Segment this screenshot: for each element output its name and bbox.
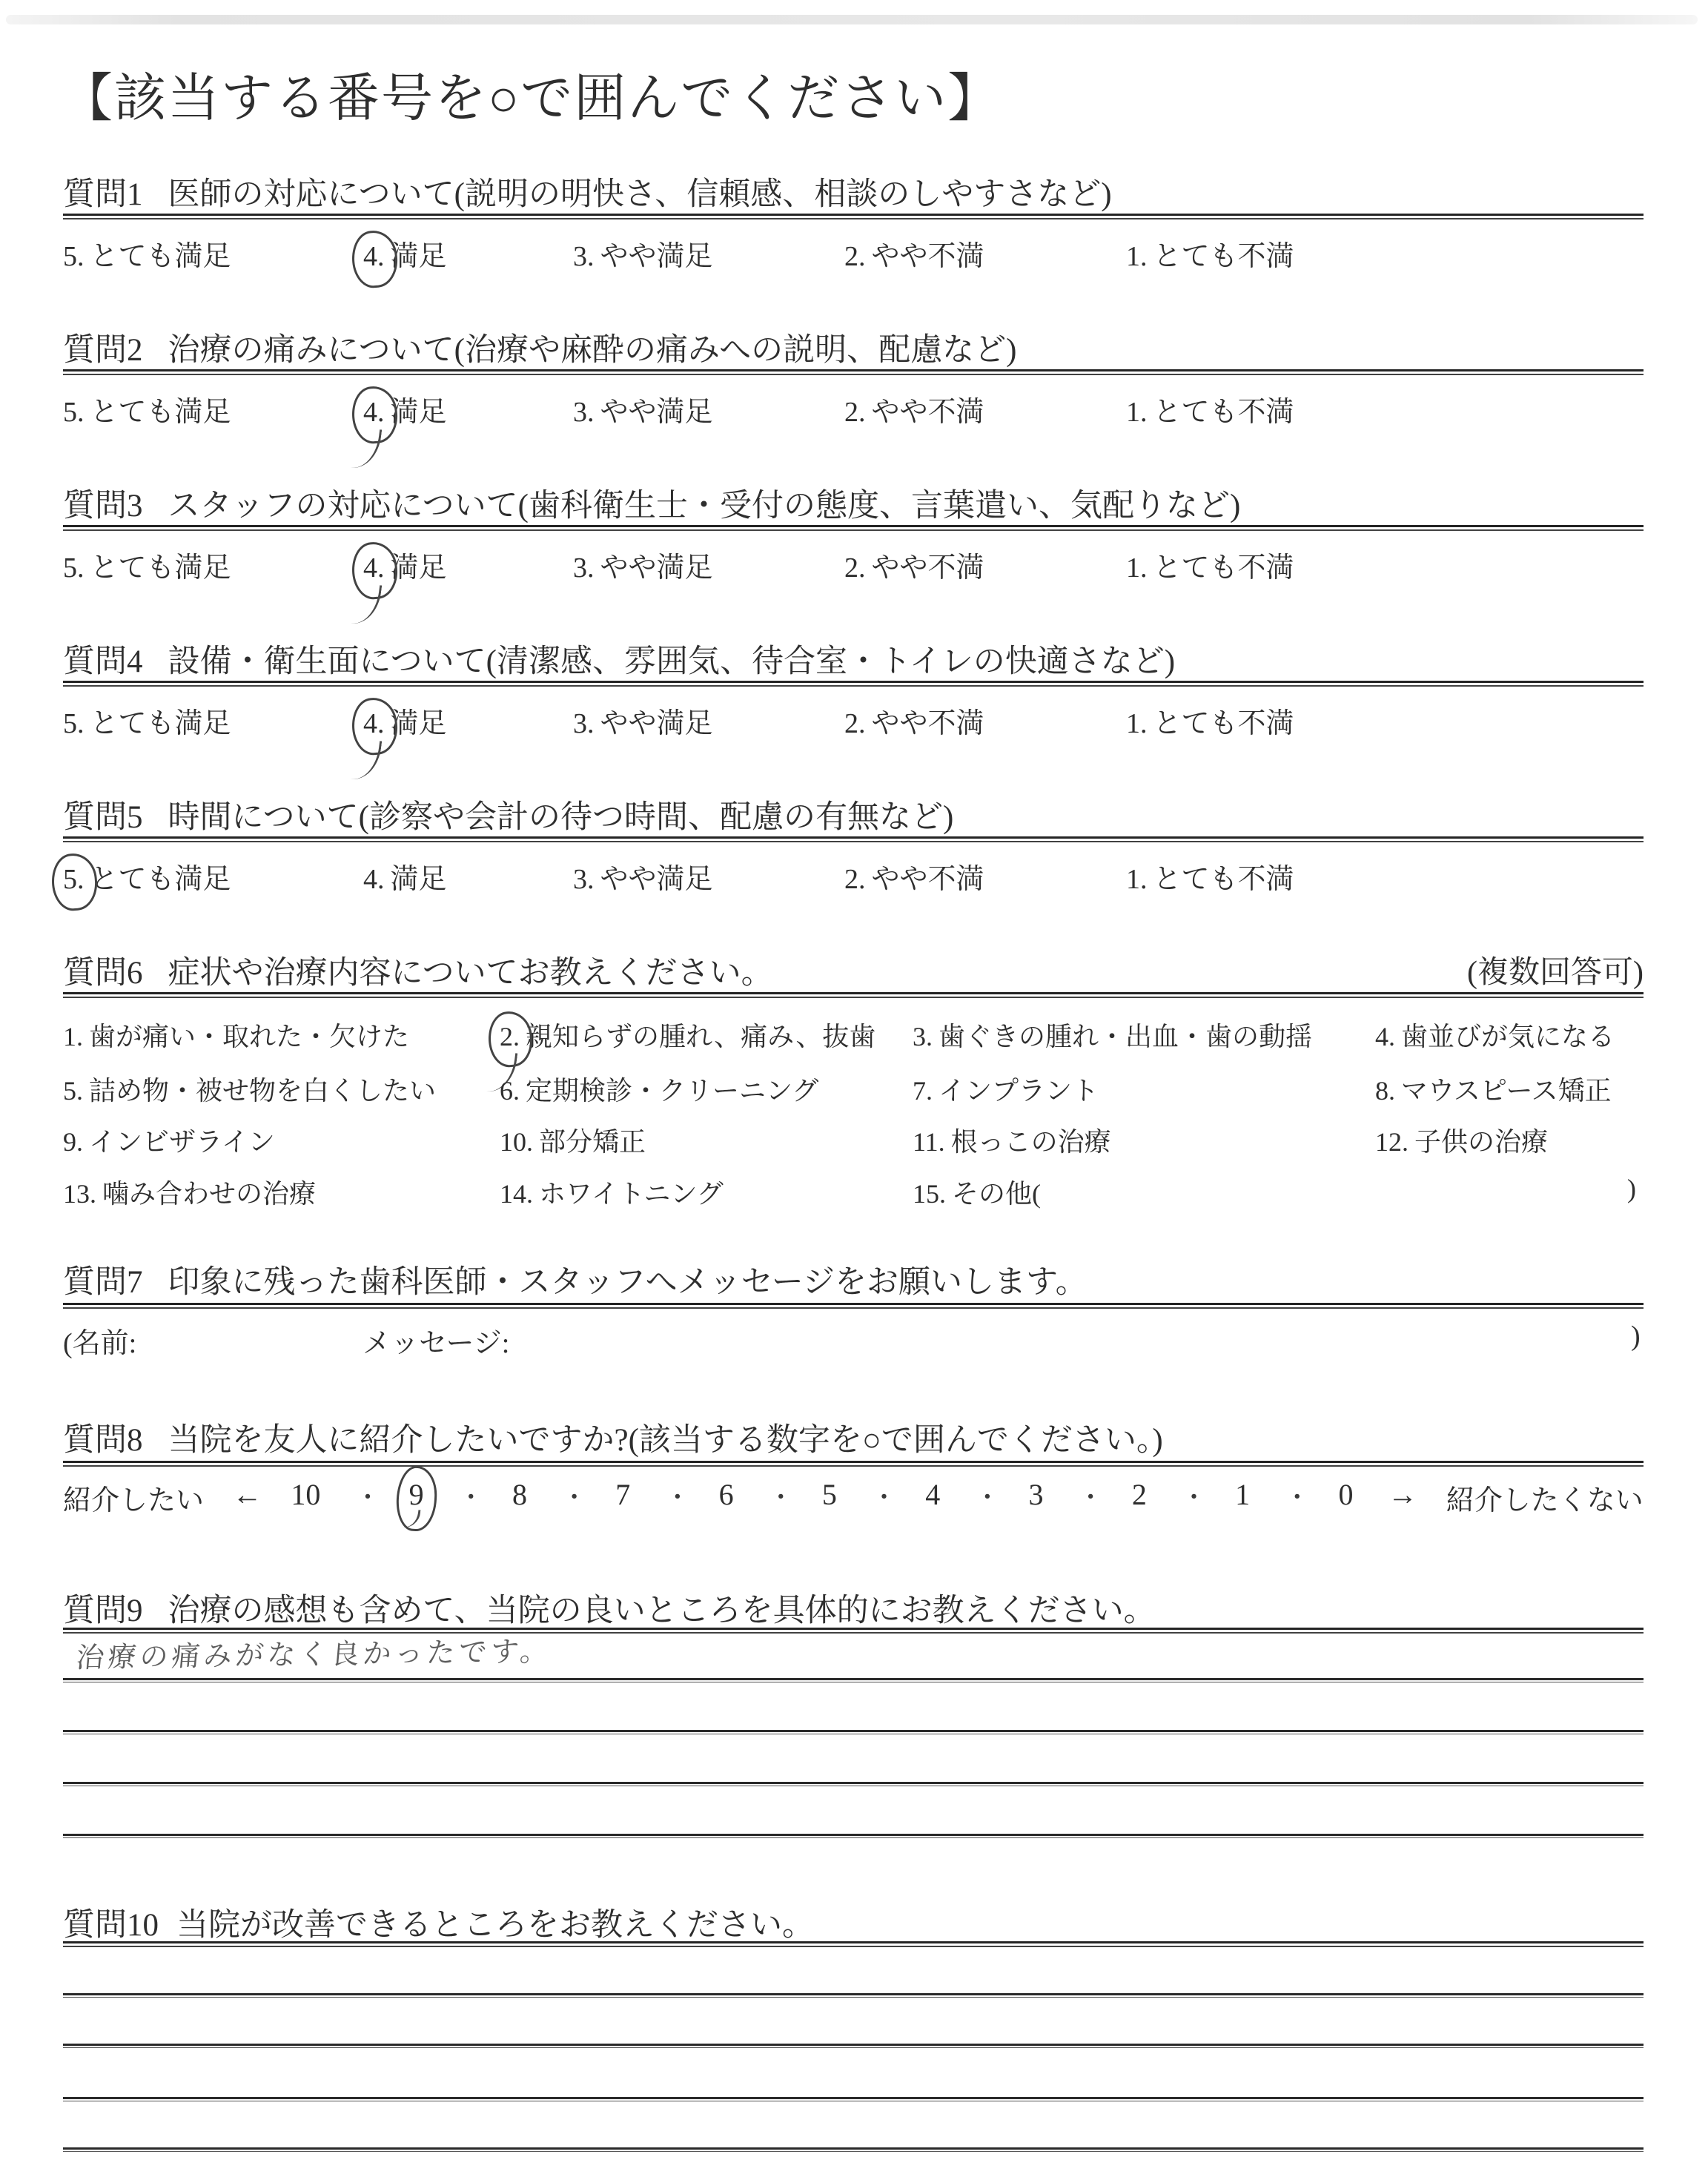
- question-1-label: 質問1: [63, 177, 143, 212]
- question-9-title: 治療の感想も含めて、当院の良いところを具体的にお教えください。: [168, 1593, 1156, 1628]
- question-5-section: [63, 792, 1644, 940]
- question-10-label: 質問10: [63, 1908, 159, 1943]
- q6-item-6: [500, 1070, 818, 1108]
- question-5-label: 質問5: [63, 800, 143, 835]
- q8-scale-6: 6: [718, 1478, 734, 1511]
- q6-item-1-label: 歯が痛い・取れた・欠けた: [89, 1022, 410, 1051]
- question-8-heading: [63, 1415, 1163, 1460]
- q2-option-3-label: やや満足: [600, 397, 713, 428]
- q6-item-7-num: 7.: [913, 1076, 933, 1106]
- answer-line: [63, 2097, 1644, 2101]
- q1-option-2-label: やや不満: [871, 241, 984, 272]
- q8-scale-10: 10: [291, 1478, 321, 1511]
- q5-option-4: [363, 856, 447, 896]
- q2-option-4-label: 満足: [390, 397, 447, 428]
- q4-option-1: [1126, 700, 1294, 741]
- question-5-options: [63, 856, 1644, 900]
- answer-line: [63, 1730, 1644, 1734]
- q8-separator: ・: [974, 1484, 1000, 1512]
- ruled-line: [63, 836, 1644, 842]
- ruled-line: [63, 992, 1644, 998]
- q6-item-5-num: 5.: [63, 1076, 83, 1106]
- q8-separator: ・: [768, 1484, 794, 1512]
- q6-item-15: [913, 1173, 1041, 1211]
- question-4-heading: [63, 636, 1175, 681]
- q6-item-14-label: ホワイトニング: [539, 1179, 724, 1209]
- q4-option-2-num: 2.: [844, 708, 866, 739]
- q4-option-3-num: 3.: [573, 708, 595, 739]
- q8-separator: ・: [1181, 1484, 1207, 1512]
- q3-option-2: [844, 544, 984, 585]
- question-3-section: [63, 480, 1644, 629]
- q1-option-4: [363, 233, 447, 274]
- answer-line: [63, 1834, 1644, 1838]
- q3-option-1-label: とても不満: [1153, 552, 1294, 584]
- question-2-options: [63, 389, 1644, 433]
- question-7-label: 質問7: [63, 1265, 143, 1300]
- q6-item-7-label: インプラント: [939, 1076, 1099, 1106]
- q8-scale-9: 9: [408, 1478, 424, 1511]
- question-5-heading: [63, 792, 953, 837]
- q6-item-14-num: 14.: [500, 1179, 533, 1209]
- question-6-section: [63, 948, 1644, 1237]
- q6-item-11-num: 11.: [913, 1127, 945, 1157]
- q5-option-5-label: とても満足: [90, 864, 231, 895]
- question-8-title: 当院を友人に紹介したいですか?(該当する数字を○で囲んでください。): [168, 1423, 1163, 1458]
- q8-right-label: 紹介したくない: [1446, 1485, 1644, 1516]
- q7-name-label: (名前:: [63, 1328, 137, 1359]
- q6-item-8-num: 8.: [1375, 1076, 1395, 1106]
- question-2-label: 質問2: [63, 333, 143, 368]
- q6-item-10-label: 部分矯正: [539, 1127, 646, 1157]
- q3-option-1-num: 1.: [1126, 552, 1148, 584]
- q6-item-12: [1375, 1121, 1548, 1159]
- q4-option-3-label: やや満足: [600, 708, 713, 739]
- question-8-section: [63, 1415, 1644, 1548]
- q6-row-2: [63, 1070, 1644, 1109]
- q5-option-2-label: やや不満: [871, 864, 984, 895]
- ruled-line: [63, 1303, 1644, 1309]
- q1-option-4-num: 4.: [363, 241, 385, 272]
- question-1-title: 医師の対応について(説明の明快さ、信頼感、相談のしやすさなど): [168, 177, 1112, 212]
- q8-separator: ・: [1284, 1484, 1310, 1512]
- q8-separator: ・: [561, 1484, 587, 1512]
- q3-option-4-num: 4.: [363, 552, 385, 584]
- q4-option-4-num: 4.: [363, 708, 385, 739]
- q6-item-10: [500, 1121, 646, 1159]
- q5-option-1-label: とても不満: [1153, 864, 1294, 895]
- q7-close-paren: ): [1631, 1321, 1641, 1352]
- question-6-note: (複数回答可): [1467, 956, 1644, 990]
- question-3-options: [63, 544, 1644, 589]
- q6-item-2: [500, 1016, 875, 1054]
- q6-item-14: [500, 1173, 724, 1211]
- question-3-label: 質問3: [63, 489, 143, 524]
- question-1-options: [63, 233, 1644, 277]
- q8-left-label: 紹介したい: [63, 1485, 205, 1516]
- question-4-section: [63, 636, 1644, 785]
- ruled-line: [63, 1461, 1644, 1467]
- q3-option-5-label: とても満足: [90, 552, 231, 584]
- q3-option-5-num: 5.: [63, 552, 85, 584]
- q6-row-1: [63, 1016, 1644, 1054]
- q5-option-3-num: 3.: [573, 864, 595, 895]
- q1-option-3-label: やや満足: [600, 241, 713, 272]
- q4-option-5-label: とても満足: [90, 708, 231, 739]
- q8-scale-2: 2: [1131, 1478, 1147, 1511]
- q4-option-2: [844, 700, 984, 741]
- q5-option-5-num: 5.: [63, 864, 85, 895]
- ruled-line: [63, 681, 1644, 687]
- q7-message-label: メッセージ:: [363, 1328, 510, 1359]
- question-5-title: 時間について(診察や会計の待つ時間、配慮の有無など): [168, 800, 954, 835]
- q6-item-5: [63, 1070, 436, 1108]
- ruled-line: [63, 369, 1644, 375]
- question-6-title: 症状や治療内容についてお教えください。: [168, 956, 773, 991]
- q5-option-4-label: 満足: [390, 864, 447, 895]
- q6-item-12-num: 12.: [1375, 1127, 1409, 1157]
- question-10-heading: [63, 1900, 814, 1945]
- q6-item-1-num: 1.: [63, 1022, 83, 1051]
- q4-option-5: [63, 700, 231, 741]
- q3-option-2-num: 2.: [844, 552, 866, 584]
- q5-option-1: [1126, 856, 1294, 896]
- question-6-heading: [63, 948, 773, 993]
- q8-scale-8: 8: [512, 1478, 527, 1511]
- handwritten-answer: 治療の痛みがなく良かったです。: [74, 1634, 554, 1674]
- page-title: 【該当する番号を○で囲んでください】: [61, 70, 1002, 128]
- ruled-line: [63, 525, 1644, 531]
- q6-item-15-label: その他(: [952, 1179, 1041, 1209]
- q6-item-6-num: 6.: [500, 1076, 520, 1106]
- question-2-title: 治療の痛みについて(治療や麻酔の痛みへの説明、配慮など): [168, 333, 1017, 368]
- q3-option-1: [1126, 544, 1294, 585]
- q6-item-13-num: 13.: [63, 1179, 96, 1209]
- q4-option-4: [363, 700, 447, 741]
- q6-item-4: [1375, 1016, 1615, 1054]
- q3-option-3-label: やや満足: [600, 552, 713, 584]
- q6-item-3-label: 歯ぐきの腫れ・出血・歯の動揺: [939, 1022, 1313, 1051]
- q6-item-13-label: 噛み合わせの治療: [102, 1179, 317, 1209]
- question-1-heading: [63, 169, 1112, 214]
- question-1-section: [63, 169, 1644, 317]
- q6-item-1: [63, 1016, 409, 1054]
- q6-item-13: [63, 1173, 316, 1211]
- q6-item-6-label: 定期検診・クリーニング: [526, 1076, 819, 1106]
- question-9-label: 質問9: [63, 1593, 143, 1628]
- q2-option-3-num: 3.: [573, 397, 595, 428]
- q6-item-11: [913, 1121, 1111, 1159]
- question-4-title: 設備・衛生面について(清潔感、雰囲気、待合室・トイレの快適さなど): [168, 644, 1176, 679]
- q2-option-1-label: とても不満: [1153, 397, 1294, 428]
- q1-option-5-label: とても満足: [90, 241, 231, 272]
- q4-option-2-label: やや不満: [871, 708, 984, 739]
- q6-item-9: [63, 1121, 275, 1159]
- q1-option-3-num: 3.: [573, 241, 595, 272]
- q2-option-3: [573, 389, 713, 429]
- q8-scale-3: 3: [1028, 1478, 1044, 1511]
- q1-option-2-num: 2.: [844, 241, 866, 272]
- q5-option-2: [844, 856, 984, 896]
- q4-option-1-label: とても不満: [1153, 708, 1294, 739]
- q1-option-1-label: とても不満: [1153, 241, 1294, 272]
- q8-separator: ・: [871, 1484, 897, 1512]
- question-10-title: 当院が改善できるところをお教えください。: [176, 1908, 814, 1943]
- q2-option-1-num: 1.: [1126, 397, 1148, 428]
- question-7-title: 印象に残った歯科医師・スタッフへメッセージをお願いします。: [168, 1265, 1088, 1300]
- q2-option-5-label: とても満足: [90, 397, 231, 428]
- answer-line: [63, 1993, 1644, 1998]
- q8-separator: ・: [1078, 1484, 1104, 1512]
- q1-option-5-num: 5.: [63, 241, 85, 272]
- q5-option-5: [63, 856, 231, 896]
- q6-item-3: [913, 1016, 1312, 1054]
- q6-item-10-num: 10.: [500, 1127, 533, 1157]
- q6-item-7: [913, 1070, 1099, 1108]
- q2-option-4: [363, 389, 447, 429]
- question-2-heading: [63, 325, 1016, 370]
- q6-row-3: [63, 1121, 1644, 1160]
- right-arrow-icon: →: [1388, 1478, 1418, 1511]
- question-7-heading: [63, 1257, 1088, 1302]
- q3-option-4-label: 満足: [390, 552, 447, 584]
- q2-option-1: [1126, 389, 1294, 429]
- q2-option-5: [63, 389, 231, 429]
- q3-option-3-num: 3.: [573, 552, 595, 584]
- q4-option-3: [573, 700, 713, 741]
- q3-option-2-label: やや不満: [871, 552, 984, 584]
- ruled-line: [63, 214, 1644, 219]
- q6-item-2-num: 2.: [500, 1022, 520, 1051]
- question-3-title: スタッフの対応について(歯科衛生士・受付の態度、言葉遣い、気配りなど): [168, 489, 1241, 524]
- q2-option-5-num: 5.: [63, 397, 85, 428]
- scan-artifact-line: [6, 15, 1698, 24]
- q1-option-1: [1126, 233, 1294, 274]
- question-10-section: [63, 1900, 1644, 2156]
- q5-option-1-num: 1.: [1126, 864, 1148, 895]
- q1-option-5: [63, 233, 231, 274]
- q2-option-2: [844, 389, 984, 429]
- q2-option-2-label: やや不満: [871, 397, 984, 428]
- q5-option-2-num: 2.: [844, 864, 866, 895]
- answer-line: [63, 2147, 1644, 2152]
- q6-item-2-label: 親知らずの腫れ、痛み、抜歯: [526, 1022, 876, 1051]
- q6-item-4-label: 歯並びが気になる: [1401, 1022, 1615, 1051]
- q6-item-15-num: 15.: [913, 1179, 946, 1209]
- q8-scale-4: 4: [925, 1478, 941, 1511]
- q1-option-4-label: 満足: [390, 241, 447, 272]
- q6-item-5-label: 詰め物・被せ物を白くしたい: [89, 1076, 437, 1106]
- ruled-line: [63, 1941, 1644, 1947]
- q3-option-5: [63, 544, 231, 585]
- q6-item-9-label: インビザライン: [89, 1127, 275, 1157]
- q6-row-4: [63, 1173, 1644, 1212]
- q6-item-12-label: 子供の治療: [1414, 1127, 1549, 1157]
- q3-option-3: [573, 544, 713, 585]
- q8-separator: ・: [664, 1484, 690, 1512]
- q8-scale-5: 5: [821, 1478, 837, 1511]
- q1-option-3: [573, 233, 713, 274]
- question-9-heading: [63, 1585, 1156, 1631]
- q5-option-4-num: 4.: [363, 864, 385, 895]
- q5-option-3: [573, 856, 713, 896]
- q4-option-4-label: 満足: [390, 708, 447, 739]
- q6-other-close-paren: ): [1627, 1174, 1636, 1203]
- q4-option-1-num: 1.: [1126, 708, 1148, 739]
- q1-option-2: [844, 233, 984, 274]
- q8-scale-7: 7: [615, 1478, 631, 1511]
- question-7-section: [63, 1257, 1644, 1375]
- left-arrow-icon: ←: [232, 1478, 262, 1511]
- question-8-label: 質問8: [63, 1423, 143, 1458]
- q6-item-9-num: 9.: [63, 1127, 83, 1157]
- q8-scale-0: 0: [1338, 1478, 1354, 1511]
- q2-option-4-num: 4.: [363, 397, 385, 428]
- q6-item-8-label: マウスピース矯正: [1401, 1076, 1612, 1106]
- q6-item-11-label: 根っこの治療: [950, 1127, 1111, 1157]
- question-4-label: 質問4: [63, 644, 143, 679]
- q6-item-4-num: 4.: [1375, 1022, 1395, 1051]
- answer-line: [63, 1678, 1644, 1682]
- q5-option-3-label: やや満足: [600, 864, 713, 895]
- question-9-section: [63, 1585, 1644, 1852]
- question-3-heading: [63, 480, 1240, 526]
- q1-option-1-num: 1.: [1126, 241, 1148, 272]
- q3-option-4: [363, 544, 447, 585]
- q6-item-8: [1375, 1070, 1612, 1108]
- answer-line: [63, 1782, 1644, 1786]
- answer-line: [63, 2044, 1644, 2048]
- q4-option-5-num: 5.: [63, 708, 85, 739]
- q8-scale-row: [63, 1477, 1644, 1518]
- q2-option-2-num: 2.: [844, 397, 866, 428]
- question-2-section: [63, 325, 1644, 473]
- question-4-options: [63, 700, 1644, 744]
- q8-separator: ・: [354, 1484, 380, 1512]
- q8-separator: ・: [458, 1484, 484, 1512]
- q6-item-3-num: 3.: [913, 1022, 933, 1051]
- question-6-label: 質問6: [63, 956, 143, 991]
- q8-scale-1: 1: [1235, 1478, 1251, 1511]
